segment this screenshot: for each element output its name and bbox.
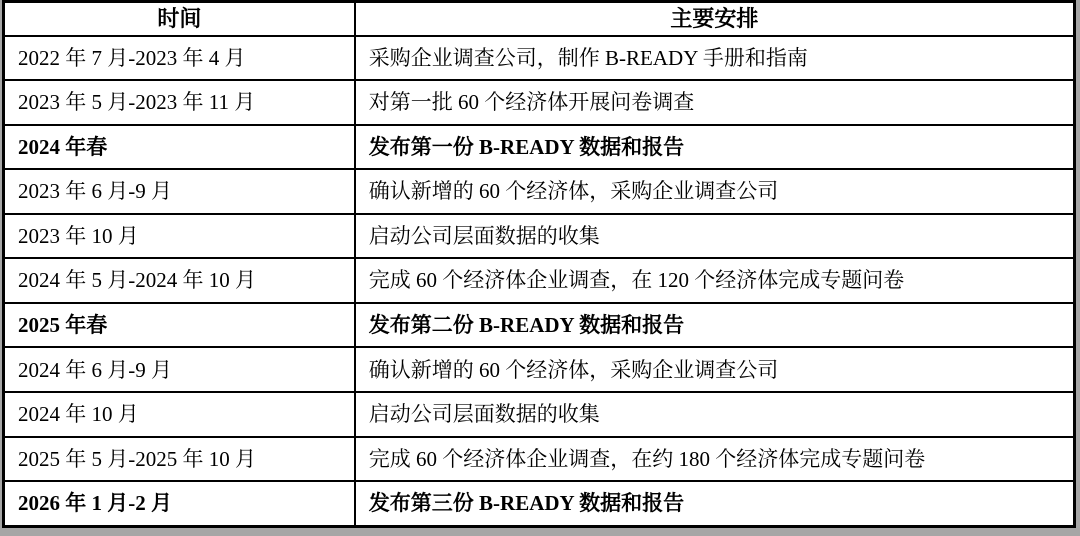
plan-cell: 采购企业调查公司，制作 B-READY 手册和指南 xyxy=(355,36,1075,81)
plan-cell: 确认新增的 60 个经济体，采购企业调查公司 xyxy=(355,169,1075,214)
time-cell: 2024 年 6 月-9 月 xyxy=(4,347,355,392)
table-row xyxy=(4,258,1075,303)
plan-cell: 发布第二份 B-READY 数据和报告 xyxy=(355,303,1075,348)
time-cell: 2025 年春 xyxy=(4,303,355,348)
plan-cell: 对第一批 60 个经济体开展问卷调查 xyxy=(355,80,1075,125)
plan-cell: 启动公司层面数据的收集 xyxy=(355,214,1075,259)
header-row xyxy=(4,2,1075,36)
plan-cell: 完成 60 个经济体企业调查，在 120 个经济体完成专题问卷 xyxy=(355,258,1075,303)
time-cell: 2023 年 6 月-9 月 xyxy=(4,169,355,214)
table-row-milestone xyxy=(4,125,1075,170)
table-row xyxy=(4,169,1075,214)
plan-header: 主要安排 xyxy=(355,2,1075,36)
time-cell: 2024 年春 xyxy=(4,125,355,170)
schedule-table xyxy=(2,0,1076,528)
table-row-milestone xyxy=(4,303,1075,348)
plan-cell: 发布第三份 B-READY 数据和报告 xyxy=(355,481,1075,526)
plan-cell: 启动公司层面数据的收集 xyxy=(355,392,1075,437)
table-row xyxy=(4,347,1075,392)
plan-cell: 确认新增的 60 个经济体，采购企业调查公司 xyxy=(355,347,1075,392)
table-row xyxy=(4,214,1075,259)
plan-cell: 完成 60 个经济体企业调查，在约 180 个经济体完成专题问卷 xyxy=(355,437,1075,482)
time-cell: 2023 年 10 月 xyxy=(4,214,355,259)
time-cell: 2024 年 5 月-2024 年 10 月 xyxy=(4,258,355,303)
time-cell: 2023 年 5 月-2023 年 11 月 xyxy=(4,80,355,125)
time-header: 时间 xyxy=(4,2,355,36)
plan-cell: 发布第一份 B-READY 数据和报告 xyxy=(355,125,1075,170)
table-row xyxy=(4,437,1075,482)
table-row xyxy=(4,36,1075,81)
time-cell: 2026 年 1 月-2 月 xyxy=(4,481,355,526)
time-cell: 2022 年 7 月-2023 年 4 月 xyxy=(4,36,355,81)
time-cell: 2024 年 10 月 xyxy=(4,392,355,437)
time-cell: 2025 年 5 月-2025 年 10 月 xyxy=(4,437,355,482)
table-row-milestone xyxy=(4,481,1075,526)
table-row xyxy=(4,80,1075,125)
table-row xyxy=(4,392,1075,437)
